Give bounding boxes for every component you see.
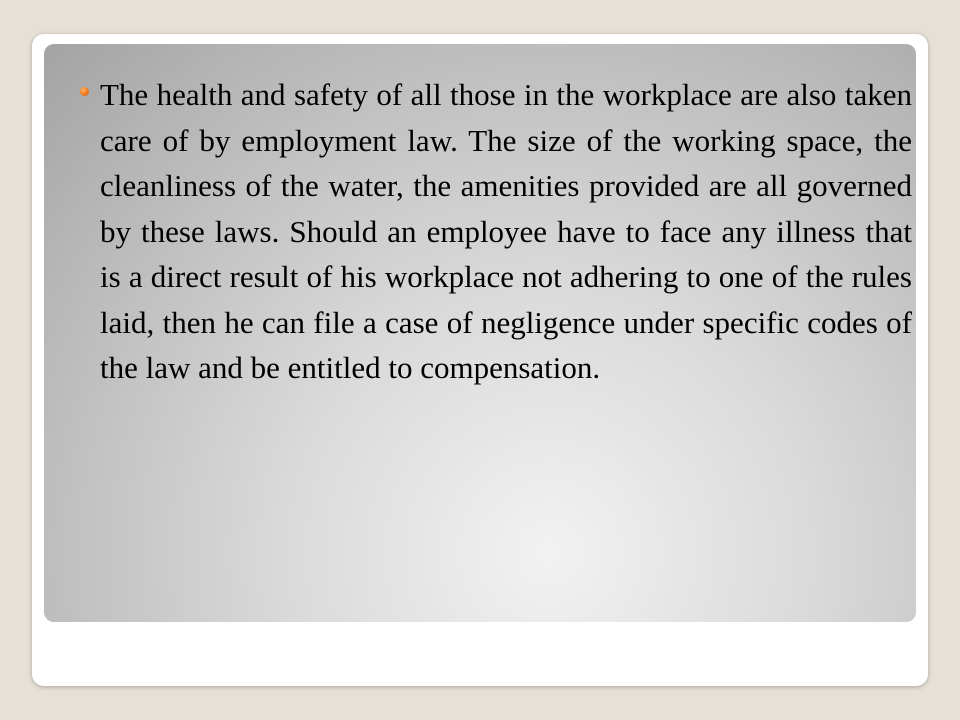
content-panel: [44, 44, 916, 622]
bullet-text: The health and safety of all those in the workplace are also taken care of by employment law. The size of the working space, the cleanliness of the water, the amenities provided are all governed by these laws. Should an employee have to face any illness that is a direct result of his workplace not adhering to one of the rules laid, then he can file a case of negligence under specific codes of the law and be entitled to compensation.: [100, 77, 912, 385]
bullet-list: [100, 72, 912, 391]
bullet-item: [100, 72, 912, 391]
bullet-dot-icon: [80, 87, 89, 96]
slide-card: [32, 34, 928, 686]
